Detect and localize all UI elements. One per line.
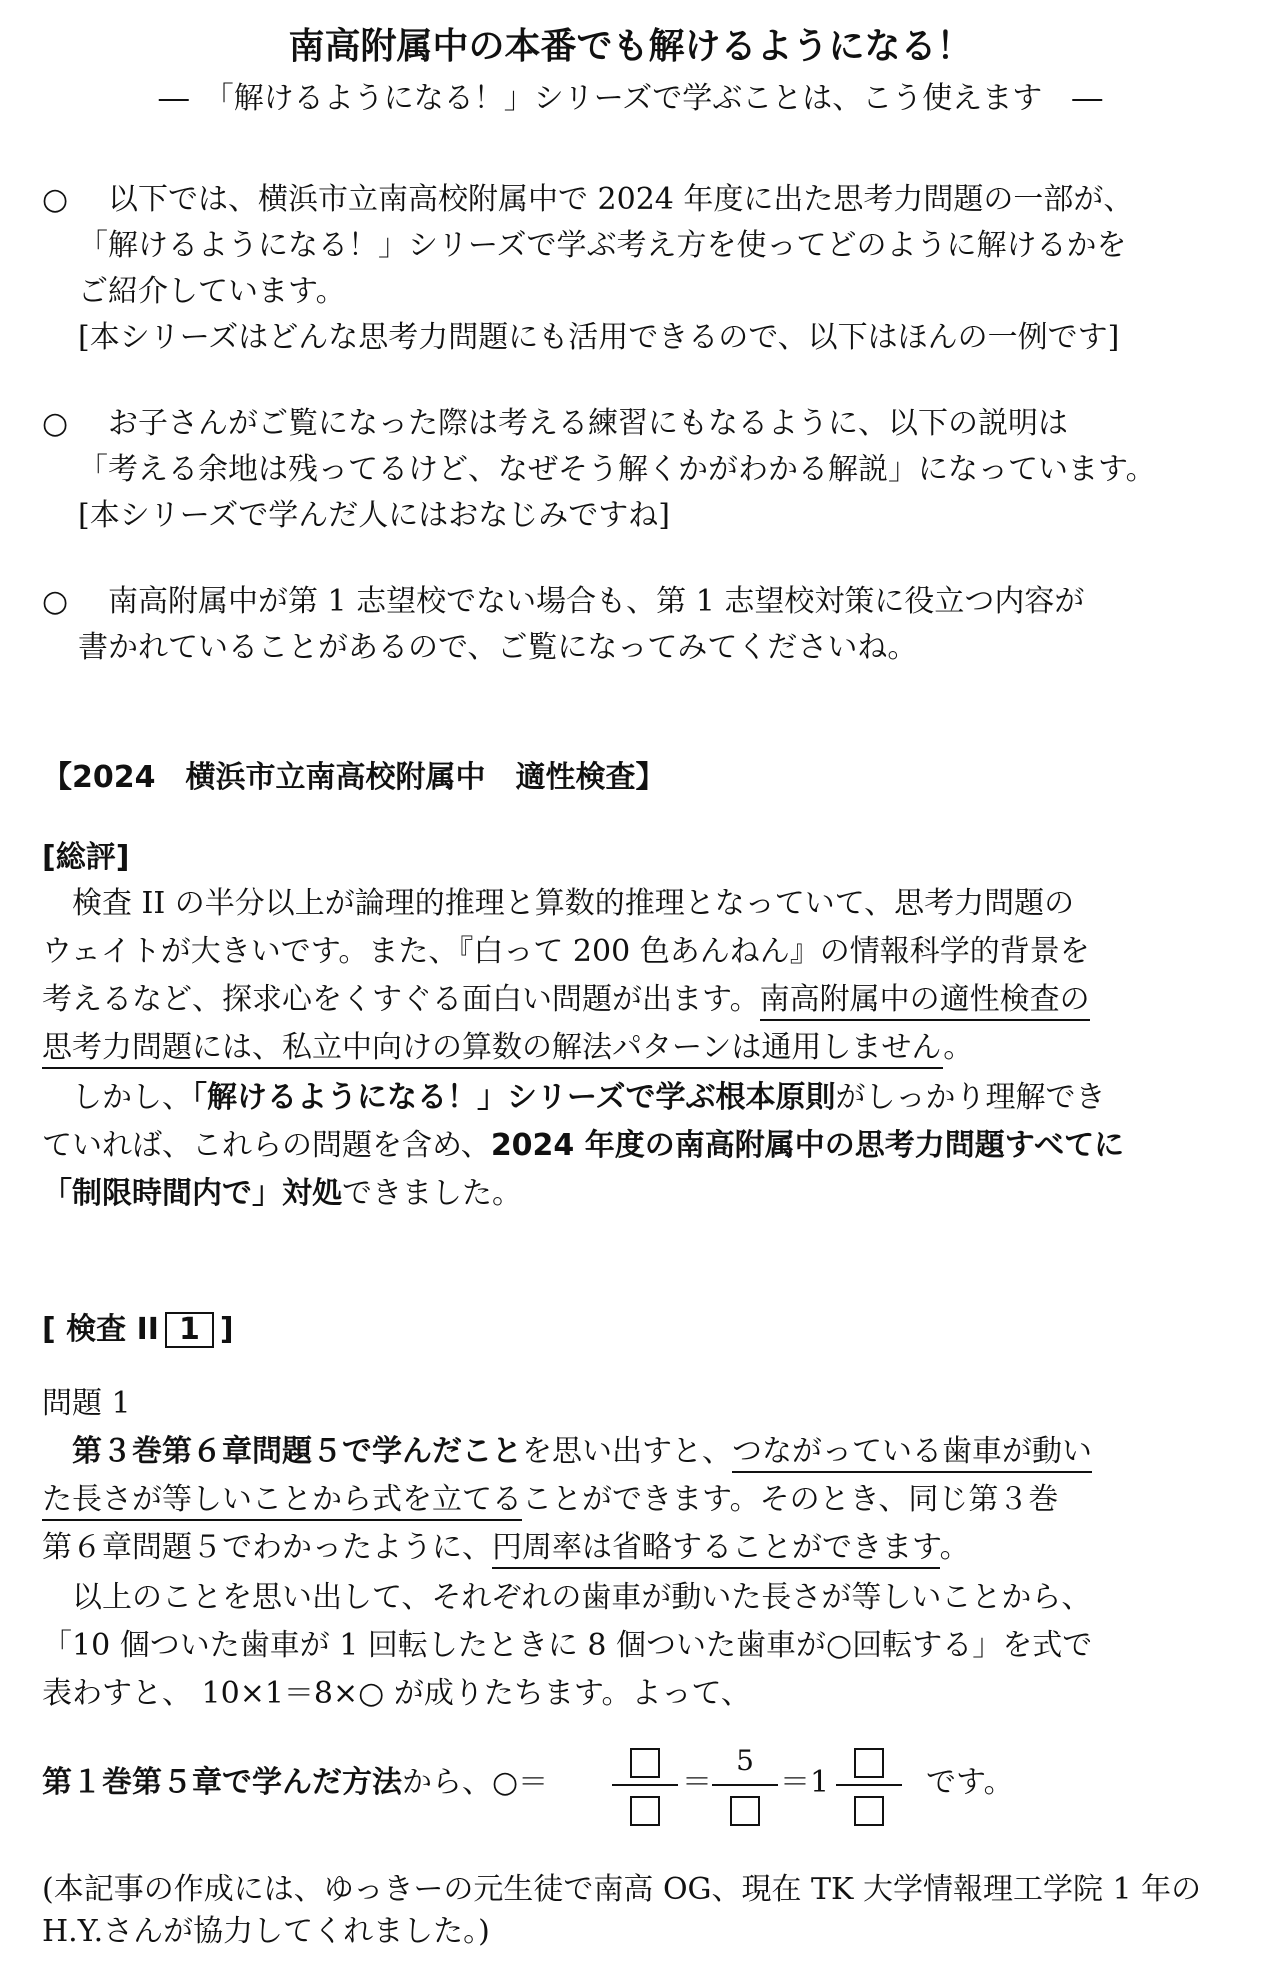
problem-line-4: 以上のことを思い出して、それぞれの歯車が動いた長さが等しいことから、 bbox=[72, 1580, 1092, 1615]
footer-credit-line-1: (本記事の作成には、ゆっきーの元生徒で南高 OG、現在 TK 大学情報理工学院 1 年の bbox=[42, 1872, 1202, 1907]
intro-2-line-2: 「考える余地は残ってるけど、なぜそう解くかがわかる解説」になっています。 bbox=[78, 452, 1156, 487]
page-subtitle: ― 「解けるようになる！」シリーズで学ぶことは、こう使えます ― bbox=[158, 81, 1103, 116]
review-heading: [総評] bbox=[42, 840, 130, 875]
fraction-1 bbox=[612, 1738, 678, 1832]
problem-line-6: 表わすと、 10×1＝8×○ が成りたちます。よって、 bbox=[42, 1676, 751, 1711]
fraction-numerator: 5 bbox=[736, 1744, 754, 1777]
blank-box bbox=[854, 1796, 884, 1826]
equals-sign: ＝ bbox=[682, 1765, 712, 1800]
blank-box bbox=[630, 1748, 660, 1778]
problem-label: 問題 1 bbox=[42, 1386, 131, 1421]
review-line-2: ウェイトが大きいです。また、『白って 200 色あんねん』の情報科学的背景を bbox=[42, 934, 1090, 969]
blank-box bbox=[630, 1796, 660, 1826]
intro-1-line-1: 以下では、横浜市立南高校附属中で 2024 年度に出た思考力問題の一部が、 bbox=[108, 182, 1134, 217]
bold-text: 2024 年度の南高附属中の思考力問題すべてに bbox=[490, 1128, 1125, 1163]
problem-line-5: 「10 個ついた歯車が 1 回転したときに 8 個ついた歯車が○回転する」を式で bbox=[42, 1628, 1093, 1663]
bold-text: 「制限時間内で」対処 bbox=[42, 1176, 342, 1211]
intro-2-line-3: [本シリーズで学んだ人にはおなじみですね] bbox=[78, 498, 670, 533]
review-line-6: ていれば、これらの問題を含め、2024 年度の南高附属中の思考力問題すべてに bbox=[42, 1128, 1125, 1163]
blank-box bbox=[854, 1748, 884, 1778]
underlined-text: 円周率は省略することができます bbox=[492, 1530, 940, 1569]
bold-text: 第３巻第６章問題５で学んだこと bbox=[72, 1434, 522, 1469]
intro-1-line-2: 「解けるようになる！」シリーズで学ぶ考え方を使ってどのように解けるかを bbox=[78, 228, 1127, 263]
footer-credit-line-2: H.Y.さんが協力してくれました。) bbox=[42, 1914, 490, 1949]
section-heading: 【2024 横浜市立南高校附属中 適性検査】 bbox=[42, 760, 666, 795]
underlined-text: た長さが等しいことから式を立てる bbox=[42, 1482, 522, 1521]
page-title: 南高附属中の本番でも解けるようになる！ bbox=[288, 26, 973, 67]
bullet-marker: ○ bbox=[42, 584, 69, 619]
intro-3-line-1: 南高附属中が第 1 志望校でない場合も、第 1 志望校対策に役立つ内容が bbox=[108, 584, 1085, 619]
underlined-text: 思考力問題には、私立中向けの算数の解法パターンは通用しません bbox=[42, 1030, 943, 1069]
blank-box bbox=[730, 1796, 760, 1826]
bold-text: 第１巻第５章で学んだ方法 bbox=[42, 1765, 402, 1800]
bold-text: 「解けるようになる！」シリーズで学ぶ根本原則 bbox=[192, 1080, 836, 1115]
problem-line-2: た長さが等しいことから式を立てることができます。そのとき、同じ第３巻 bbox=[42, 1480, 1058, 1520]
intro-1-line-3: ご紹介しています。 bbox=[78, 274, 346, 309]
review-line-7: 「制限時間内で」対処できました。 bbox=[42, 1176, 522, 1211]
problem-line-3: 第６章問題５でわかったように、円周率は省略することができます。 bbox=[42, 1528, 970, 1568]
bullet-marker: ○ bbox=[42, 182, 69, 217]
review-line-5: しかし、「解けるようになる！」シリーズで学ぶ根本原則がしっかり理解でき bbox=[72, 1080, 1106, 1115]
problem-number-box: 1 bbox=[165, 1312, 214, 1348]
bullet-marker: ○ bbox=[42, 406, 69, 441]
fraction-3 bbox=[836, 1738, 902, 1832]
intro-3-line-2: 書かれていることがあるので、ご覧になってみてくださいね。 bbox=[78, 630, 918, 665]
review-line-4: 思考力問題には、私立中向けの算数の解法パターンは通用しません。 bbox=[42, 1028, 973, 1068]
intro-1-line-4: [本シリーズはどんな思考力問題にも活用できるので、以下はほんの一例です] bbox=[78, 320, 1120, 355]
underlined-text: つながっている歯車が動い bbox=[732, 1434, 1092, 1473]
review-line-1: 検査 II の半分以上が論理的推理と算数的推理となっていて、思考力問題の bbox=[72, 886, 1075, 921]
equation-tail-text: です。 bbox=[926, 1765, 1014, 1800]
problem-line-1: 第３巻第６章問題５で学んだことを思い出すと、つながっている歯車が動い bbox=[72, 1432, 1092, 1472]
intro-2-line-1: お子さんがご覧になった際は考える練習にもなるように、以下の説明は bbox=[108, 406, 1068, 441]
fraction-2 bbox=[712, 1738, 778, 1832]
equals-one: ＝1 bbox=[780, 1765, 830, 1800]
review-line-3: 考えるなど、探求心をくすぐる面白い問題が出ます。南高附属中の適性検査の bbox=[42, 980, 1090, 1020]
underlined-text: 南高附属中の適性検査の bbox=[760, 982, 1090, 1021]
exam-heading: [ 検査 II 1 ] bbox=[42, 1312, 234, 1347]
equation-lead-text: 第１巻第５章で学んだ方法から、○＝ bbox=[42, 1765, 549, 1800]
